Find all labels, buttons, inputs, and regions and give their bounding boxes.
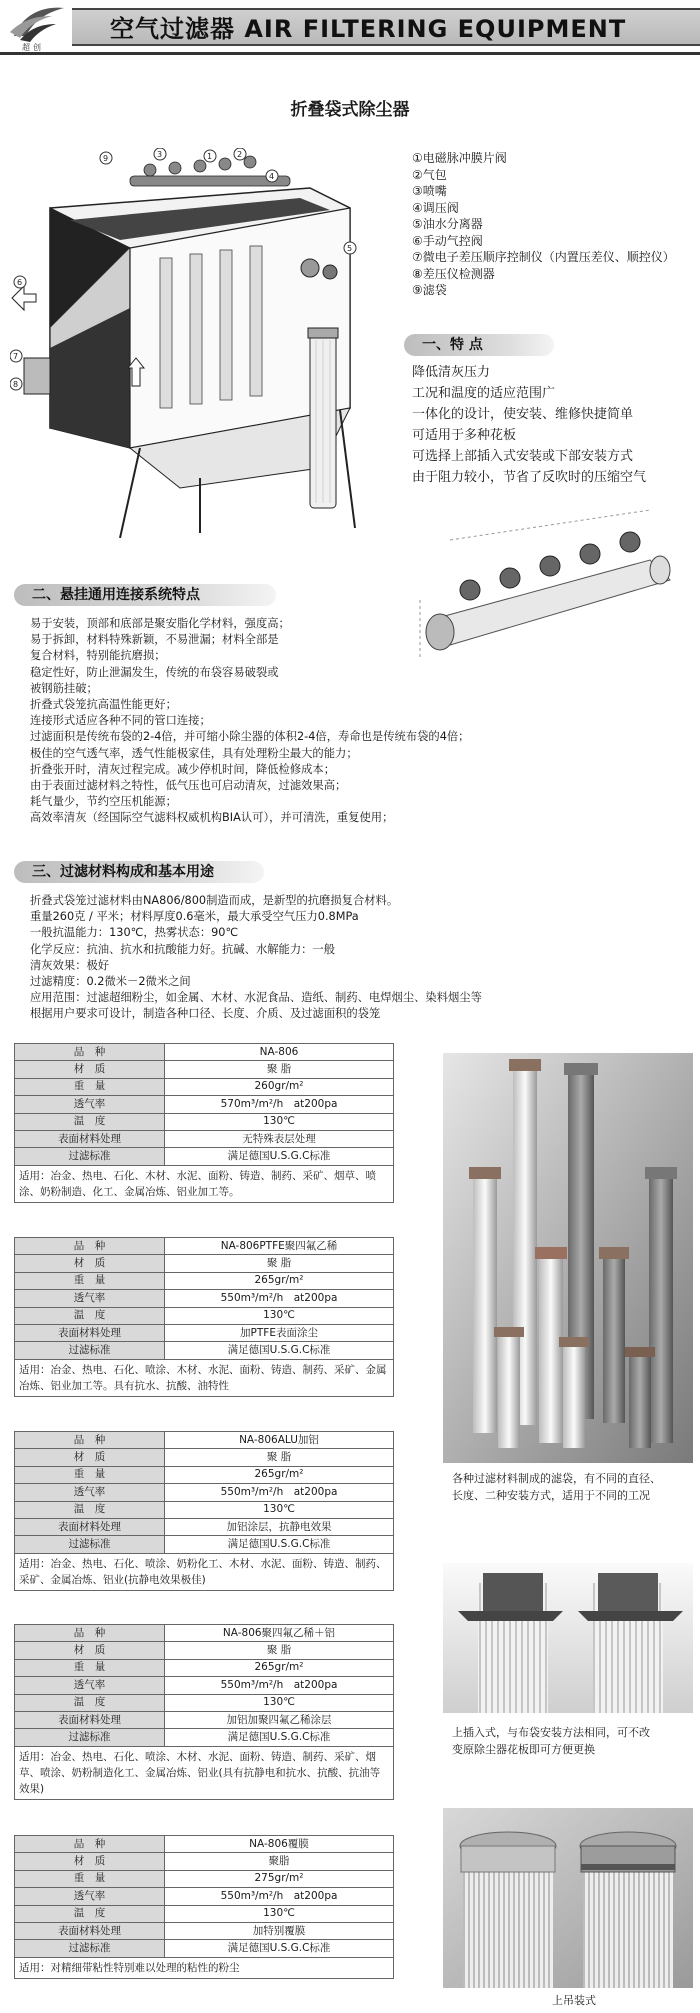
spec-value: 260gr/m² bbox=[165, 1078, 394, 1095]
spec-value: 加铝涂层，抗静电效果 bbox=[165, 1518, 394, 1535]
top-hanging-filter-photo bbox=[443, 1808, 693, 1988]
feature-item: 由于阻力较小，节省了反吹时的压缩空气 bbox=[412, 470, 647, 485]
text-line: 连接形式适应各种不同的管口连接； bbox=[30, 714, 211, 728]
spec-value: 聚 脂 bbox=[165, 1061, 394, 1078]
page-title: 折叠袋式除尘器 bbox=[290, 100, 410, 120]
caption-line: 长度、二种安装方式，适用于不同的工况 bbox=[452, 1489, 650, 1502]
spec-table-na806-ptfe bbox=[14, 1237, 394, 1397]
spec-value: 265gr/m² bbox=[165, 1466, 394, 1483]
spec-key: 表面材料处理 bbox=[15, 1518, 165, 1535]
caption-line: 上插入式，与布袋安装方法相同，可不改 bbox=[452, 1726, 650, 1739]
feature-item: 可选择上部插入式安装或下部安装方式 bbox=[412, 449, 634, 464]
spec-value: 550m³/m²/h at200pa bbox=[165, 1677, 394, 1694]
spec-value: 满足德国U.S.G.C标准 bbox=[165, 1342, 394, 1359]
spec-table-na806 bbox=[14, 1043, 394, 1203]
spec-key: 重 量 bbox=[15, 1659, 165, 1676]
spec-key: 温 度 bbox=[15, 1307, 165, 1324]
spec-value: 聚 脂 bbox=[165, 1642, 394, 1659]
photo2-caption bbox=[452, 1724, 692, 1758]
spec-value: NA-806 bbox=[165, 1044, 394, 1061]
spec-key: 过滤标准 bbox=[15, 1342, 165, 1359]
spec-key: 过滤标准 bbox=[15, 1940, 165, 1957]
spec-value: 满足德国U.S.G.C标准 bbox=[165, 1148, 394, 1165]
legend-item: ②气包 bbox=[412, 167, 447, 182]
callout-5 bbox=[344, 242, 356, 254]
spec-value: 130℃ bbox=[165, 1905, 394, 1922]
spec-key: 过滤标准 bbox=[15, 1148, 165, 1165]
spec-value: 265gr/m² bbox=[165, 1272, 394, 1289]
text-line: 折叠张开时，清灰过程完成。减少停机时间，降低检修成本； bbox=[30, 762, 336, 776]
spec-value: 加特别覆膜 bbox=[165, 1922, 394, 1939]
spec-key: 温 度 bbox=[15, 1113, 165, 1130]
spec-value: 130℃ bbox=[165, 1307, 394, 1324]
spec-key: 温 度 bbox=[15, 1501, 165, 1518]
text-line: 由于表面过滤材料之特性，低气压也可启动清灰，过滤效果高； bbox=[30, 779, 347, 793]
spec-application: 适用：冶金、热电、石化、木材、水泥、面粉、铸造、制药、采矿、烟草、喷涂、奶粉制造、化工、金属冶炼、铝业加工等。 bbox=[15, 1165, 394, 1202]
spec-value: 130℃ bbox=[165, 1501, 394, 1518]
spec-key: 材 质 bbox=[15, 1061, 165, 1078]
spec-application: 适用：对精细带粘性特别难以处理的粘性的粉尘 bbox=[15, 1957, 394, 1978]
svg-text:2: 2 bbox=[237, 150, 243, 159]
spec-key: 透气率 bbox=[15, 1484, 165, 1501]
photo1-caption bbox=[452, 1470, 692, 1504]
spec-value: 265gr/m² bbox=[165, 1659, 394, 1676]
text-line: 折叠式袋笼过滤材料由NA806/800制造而成，是新型的抗磨损复合材料。 bbox=[30, 894, 399, 907]
text-line: 易于拆卸，材料特殊新颖，不易泄漏；材料全部是 bbox=[30, 633, 279, 647]
spec-key: 过滤标准 bbox=[15, 1536, 165, 1553]
callout-2 bbox=[234, 148, 246, 160]
legend-item: ⑨滤袋 bbox=[412, 283, 447, 297]
svg-text:6: 6 bbox=[17, 278, 23, 287]
text-line: 清灰效果：极好 bbox=[30, 958, 110, 972]
spec-key: 品 种 bbox=[15, 1238, 165, 1255]
callout-9 bbox=[100, 152, 112, 164]
spec-value: 聚脂 bbox=[165, 1853, 394, 1870]
spec-key: 品 种 bbox=[15, 1044, 165, 1061]
spec-value: 聚 脂 bbox=[165, 1449, 394, 1466]
materials-paragraph bbox=[30, 893, 482, 1023]
text-line: 应用范围：过滤超细粉尘，如金属、木材、水泥食品、造纸、制药、电焊烟尘、染料烟尘等 bbox=[30, 991, 482, 1005]
legend-item: ③喷嘴 bbox=[412, 184, 447, 198]
spec-value: NA-806聚四氟乙稀＋铝 bbox=[165, 1625, 394, 1642]
spec-key: 透气率 bbox=[15, 1888, 165, 1905]
spec-key: 温 度 bbox=[15, 1905, 165, 1922]
spec-key: 过滤标准 bbox=[15, 1729, 165, 1746]
legend-item: ⑥手动气控阀 bbox=[412, 233, 483, 248]
callout-6 bbox=[14, 276, 26, 288]
dust-collector-diagram bbox=[10, 148, 390, 538]
svg-text:7: 7 bbox=[13, 352, 19, 361]
spec-key: 温 度 bbox=[15, 1694, 165, 1711]
svg-text:9: 9 bbox=[103, 154, 109, 163]
filter-bags-photo bbox=[443, 1053, 693, 1463]
header-rule bbox=[0, 52, 700, 55]
legend-item: ⑤油水分离器 bbox=[412, 217, 483, 231]
spec-key: 材 质 bbox=[15, 1449, 165, 1466]
spec-table-na806-ptfe-alu bbox=[14, 1624, 394, 1800]
spec-table-na806-alu bbox=[14, 1431, 394, 1591]
spec-value: 130℃ bbox=[165, 1113, 394, 1130]
hanging-system-paragraph bbox=[30, 616, 469, 827]
text-line: 过滤精度：0.2微米－2微米之间 bbox=[30, 975, 191, 989]
spec-key: 品 种 bbox=[15, 1625, 165, 1642]
feature-item: 工况和温度的适应范围广 bbox=[412, 386, 556, 401]
spec-application: 适用：冶金、热电、石化、喷涂、奶粉化工、木材、水泥、面粉、铸造、制药、采矿、金属冶炼、铝业(抗静电效果极佳) bbox=[15, 1553, 394, 1590]
logo-text: 超创 bbox=[22, 43, 44, 52]
legend-item: ⑧差压仪检测器 bbox=[412, 266, 495, 281]
text-line: 复合材料，特别能抗磨损； bbox=[30, 649, 166, 663]
text-line: 过滤面积是传统布袋的2-4倍，并可缩小除尘器的体积2-4倍，寿命也是传统布袋的4倍； bbox=[30, 730, 470, 744]
spec-value: 加铝加聚四氟乙稀涂层 bbox=[165, 1711, 394, 1728]
legend-item: ④调压阀 bbox=[412, 200, 459, 215]
spec-key: 重 量 bbox=[15, 1466, 165, 1483]
callout-7 bbox=[10, 350, 22, 362]
svg-text:4: 4 bbox=[269, 172, 275, 181]
spec-key: 表面材料处理 bbox=[15, 1711, 165, 1728]
spec-key: 重 量 bbox=[15, 1078, 165, 1095]
text-line: 易于安装，顶部和底部是聚安脂化学材料，强度高； bbox=[30, 617, 290, 630]
spec-key: 透气率 bbox=[15, 1677, 165, 1694]
section-features-heading: 一、特 点 bbox=[404, 334, 554, 356]
spec-key: 透气率 bbox=[15, 1290, 165, 1307]
text-line: 极佳的空气透气率，透气性能极家佳，具有处理粉尘最大的能力； bbox=[30, 746, 358, 760]
text-line: 根据用户要求可设计，制造各种口径、长度、介质、及过滤面积的袋笼 bbox=[30, 1007, 381, 1021]
spec-value: 550m³/m²/h at200pa bbox=[165, 1484, 394, 1501]
spec-application: 适用：冶金、热电、石化、喷涂、木材、水泥、面粉、铸造、制药、采矿、烟草、喷涂、奶粉制造化工、金属冶炼、铝业(具有抗静电和抗水、抗酸、抗油等效果) bbox=[15, 1746, 394, 1799]
text-line: 高效率清灰（经国际空气滤料权威机构BIA认可），并可清洗，重复使用； bbox=[30, 811, 394, 825]
spec-value: 满足德国U.S.G.C标准 bbox=[165, 1940, 394, 1957]
feature-item: 一体化的设计，使安装、维修快捷简单 bbox=[412, 407, 634, 422]
spec-value: 570m³/m²/h at200pa bbox=[165, 1096, 394, 1113]
spec-key: 材 质 bbox=[15, 1853, 165, 1870]
spec-key: 重 量 bbox=[15, 1272, 165, 1289]
caption-line: 各种过滤材料制成的滤袋，有不同的直径、 bbox=[452, 1472, 661, 1485]
spec-key: 品 种 bbox=[15, 1432, 165, 1449]
spec-value: 130℃ bbox=[165, 1694, 394, 1711]
text-line: 折叠式袋笼抗高温性能更好； bbox=[30, 698, 177, 712]
photo3-caption bbox=[552, 1992, 700, 2009]
caption-line: 变原除尘器花板即可方便更换 bbox=[452, 1743, 595, 1756]
callout-1 bbox=[204, 150, 216, 162]
spec-value: 满足德国U.S.G.C标准 bbox=[165, 1536, 394, 1553]
spec-value: 聚 脂 bbox=[165, 1255, 394, 1272]
spec-value: 无特殊表层处理 bbox=[165, 1130, 394, 1147]
callout-4 bbox=[266, 170, 278, 182]
callout-3 bbox=[154, 148, 166, 160]
spec-key: 透气率 bbox=[15, 1096, 165, 1113]
text-line: 一般抗温能力：130℃，热雾状态：90℃ bbox=[30, 926, 239, 940]
feature-item: 降低清灰压力 bbox=[412, 365, 491, 380]
spec-application: 适用：冶金、热电、石化、喷涂、木材、水泥、面粉、铸造、制药、采矿、金属冶炼、铝业加工等。具有抗水、抗酸、油特性 bbox=[15, 1359, 394, 1396]
spec-value: 550m³/m²/h at200pa bbox=[165, 1888, 394, 1905]
section-materials-heading: 三、过滤材料构成和基本用途 bbox=[14, 861, 264, 883]
svg-text:3: 3 bbox=[157, 150, 163, 159]
legend-item: ⑦微电子差压顺序控制仪（内置压差仪、顺控仪） bbox=[412, 250, 675, 264]
page-header bbox=[0, 0, 700, 56]
text-line: 耗气量少，节约空压机能源； bbox=[30, 795, 177, 809]
spec-value: NA-806ALU加铝 bbox=[165, 1432, 394, 1449]
spec-value: 550m³/m²/h at200pa bbox=[165, 1290, 394, 1307]
legend-item: ①电磁脉冲膜片阀 bbox=[412, 151, 507, 165]
spec-key: 表面材料处理 bbox=[15, 1922, 165, 1939]
spec-value: 275gr/m² bbox=[165, 1870, 394, 1887]
svg-text:1: 1 bbox=[207, 152, 213, 161]
spec-value: 满足德国U.S.G.C标准 bbox=[165, 1729, 394, 1746]
svg-text:5: 5 bbox=[347, 244, 353, 253]
text-line: 稳定性好，防止泄漏发生，传统的布袋容易破裂或 bbox=[30, 665, 279, 679]
features-list bbox=[412, 362, 697, 488]
callout-8 bbox=[10, 378, 22, 390]
text-line: 化学反应：抗油、抗水和抗酸能力好。抗碱、水解能力：一般 bbox=[30, 942, 336, 956]
spec-key: 品 种 bbox=[15, 1836, 165, 1853]
text-line: 被钢筋挂破； bbox=[30, 681, 98, 695]
section-hanging-system-heading: 二、悬挂通用连接系统特点 bbox=[14, 584, 276, 606]
spec-key: 材 质 bbox=[15, 1255, 165, 1272]
spec-key: 表面材料处理 bbox=[15, 1324, 165, 1341]
spec-value: NA-806覆膜 bbox=[165, 1836, 394, 1853]
top-insert-filter-photo bbox=[443, 1563, 693, 1713]
spec-key: 材 质 bbox=[15, 1642, 165, 1659]
caption-line: 上吊装式 bbox=[552, 1994, 596, 2007]
svg-text:8: 8 bbox=[13, 380, 19, 389]
feature-item: 可适用于多种花板 bbox=[412, 428, 517, 443]
header-title: 空气过滤器 AIR FILTERING EQUIPMENT bbox=[110, 15, 627, 43]
spec-key: 表面材料处理 bbox=[15, 1130, 165, 1147]
spec-table-na806-membrane bbox=[14, 1835, 394, 1979]
spec-key: 重 量 bbox=[15, 1870, 165, 1887]
parts-legend bbox=[412, 150, 697, 299]
spec-value: 加PTFE表面涂尘 bbox=[165, 1324, 394, 1341]
spec-value: NA-806PTFE聚四氟乙稀 bbox=[165, 1238, 394, 1255]
text-line: 重量260克 / 平米；材料厚度0.6毫米，最大承受空气压力0.8MPa bbox=[30, 910, 359, 924]
